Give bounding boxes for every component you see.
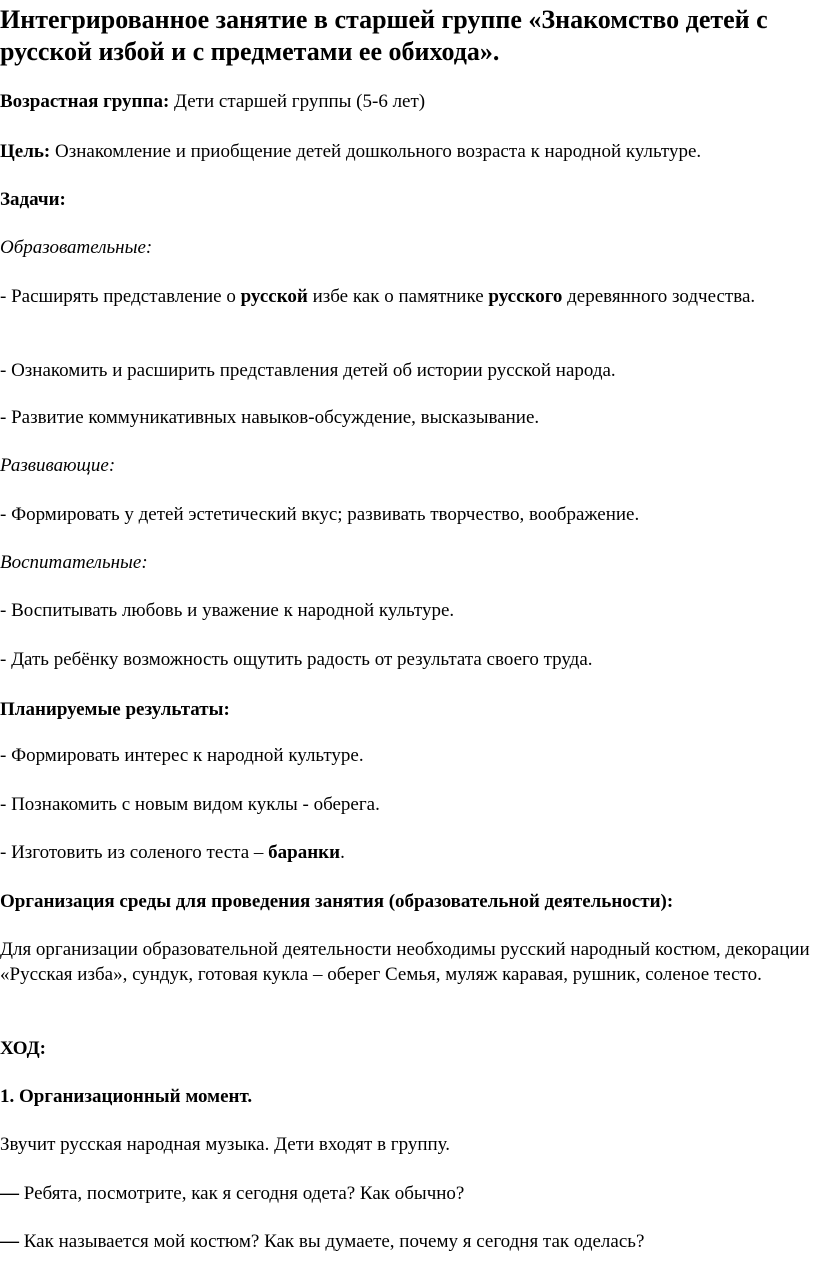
step-1-line-2-text: Ребята, посмотрите, как я сегодня одета? Как обычно? <box>19 1183 465 1204</box>
goal-text: Ознакомление и приобщение детей дошкольного возраста к народной культуре. <box>50 141 702 162</box>
step-1-line-3 <box>0 1229 812 1254</box>
document-title: Интегрированное занятие в старшей группе «Знакомство детей с русской избой и с предметами ее обихода». <box>0 5 768 66</box>
goal-line <box>0 139 812 164</box>
step-1-line-1: Звучит русская народная музыка. Дети входят в группу. <box>0 1134 451 1155</box>
educational-item-3: - Развитие коммуникативных навыков-обсуждение, высказывание. <box>0 407 540 428</box>
step-1-line-2 <box>0 1181 812 1206</box>
step-1-line-2-dash: — <box>0 1183 19 1204</box>
results-heading: Планируемые результаты: <box>0 699 230 720</box>
educational-heading: Образовательные: <box>0 237 153 258</box>
tasks-heading: Задачи: <box>0 189 66 210</box>
educational-item-1-bold2: русского <box>488 286 563 307</box>
upbringing-item-2: - Дать ребёнку возможность ощутить радость от результата своего труда. <box>0 649 593 670</box>
results-item-3-part2: . <box>340 842 345 863</box>
educational-item-2: - Ознакомить и расширить представления детей об истории русской народа. <box>0 360 616 381</box>
environment-text: Для организации образовательной деятельности необходимы русский народный костюм, декорации «Русская изба», сундук, готовая кукла – оберег Семья, муляж каравая, рушник, соленое тесто. <box>0 939 810 985</box>
environment-heading: Организация среды для проведения занятия (образовательной деятельности): <box>0 891 674 912</box>
educational-item-1-part3: деревянного зодчества. <box>562 286 756 307</box>
developing-item-1: - Формировать у детей эстетический вкус; развивать творчество, воображение. <box>0 504 640 525</box>
developing-heading: Развивающие: <box>0 455 116 476</box>
results-item-3-bold: баранки <box>268 842 341 863</box>
results-item-1: - Формировать интерес к народной культуре. <box>0 745 364 766</box>
results-item-2: - Познакомить с новым видом куклы - оберега. <box>0 794 380 815</box>
step-1-heading: 1. Организационный момент. <box>0 1086 253 1107</box>
educational-item-1-part2: избе как о памятнике <box>307 286 489 307</box>
age-group-label: Возрастная группа: <box>0 91 170 112</box>
goal-label: Цель: <box>0 141 51 162</box>
step-1-line-3-dash: — <box>0 1231 19 1252</box>
results-item-3-part1: - Изготовить из соленого теста – <box>0 842 269 863</box>
upbringing-item-1: - Воспитывать любовь и уважение к народной культуре. <box>0 600 455 621</box>
educational-item-1-part1: - Расширять представление о <box>0 286 241 307</box>
educational-item-1-bold1: русской <box>240 286 308 307</box>
age-group-line <box>0 89 812 114</box>
age-group-text: Дети старшей группы (5-6 лет) <box>169 91 426 112</box>
step-1-line-3-text: Как называется мой костюм? Как вы думаете, почему я сегодня так оделась? <box>19 1231 645 1252</box>
upbringing-heading: Воспитательные: <box>0 552 148 573</box>
course-heading: ХОД: <box>0 1038 46 1059</box>
educational-item-1 <box>0 284 812 309</box>
results-item-3 <box>0 840 812 865</box>
